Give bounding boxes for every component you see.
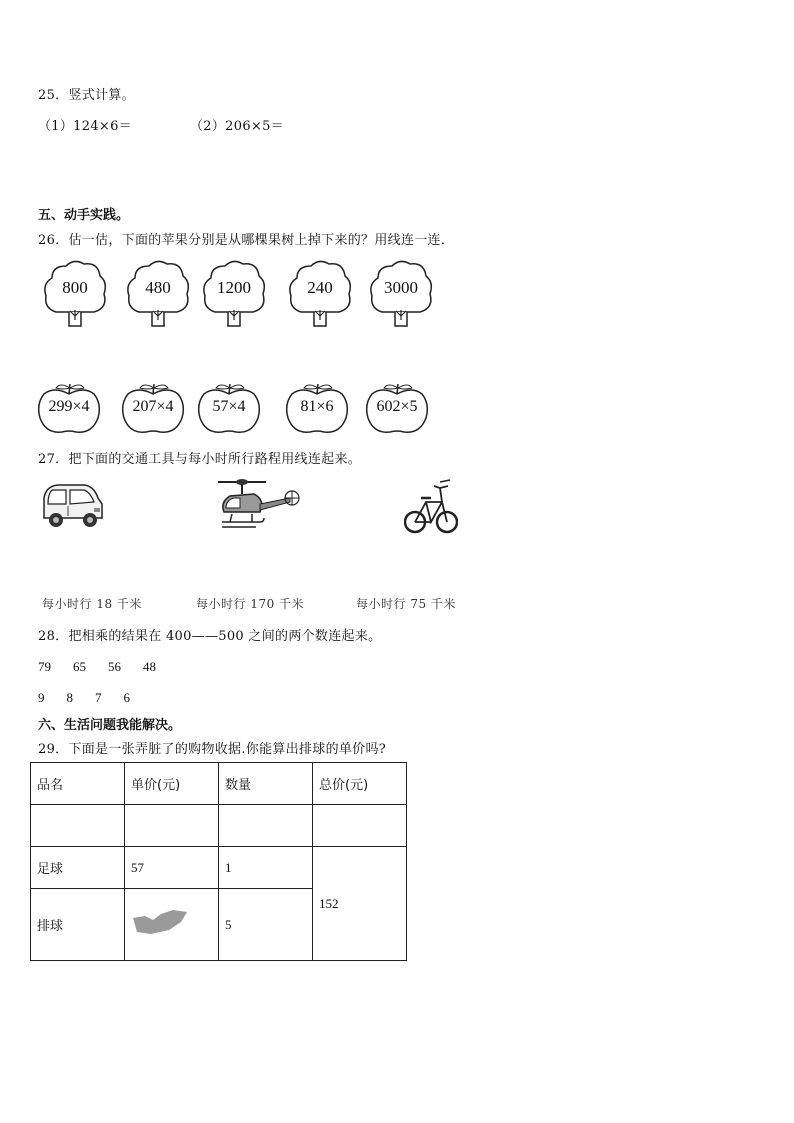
table-cell: [125, 805, 219, 847]
table-cell: [31, 805, 125, 847]
number-item: 65: [73, 659, 86, 674]
apple-card: [196, 380, 262, 436]
number-item: 6: [123, 690, 130, 705]
apple-expression: 57×4: [212, 398, 246, 415]
tree-card: [368, 260, 434, 330]
football-name: 足球: [31, 847, 125, 889]
total-value: 152: [313, 847, 407, 961]
table-row-football: [31, 847, 407, 889]
table-header-row: [31, 763, 407, 805]
apple-card: [36, 380, 102, 436]
q25-title: 25．竖式计算。: [38, 88, 135, 103]
football-qty: 1: [219, 847, 313, 889]
q29-title: 29．下面是一张弄脏了的购物收据.你能算出排球的单价吗?: [38, 742, 387, 757]
tree-number: 240: [307, 278, 333, 297]
q25-part1: （1）124×6＝: [38, 119, 132, 134]
football-price: 57: [125, 847, 219, 889]
number-item: 9: [38, 690, 45, 705]
header-total: 总价(元): [313, 763, 407, 805]
volleyball-price-smudge: [125, 889, 219, 961]
tree-number: 1200: [217, 278, 251, 297]
volleyball-name: 排球: [31, 889, 125, 961]
q26-title: 26．估一估，下面的苹果分别是从哪棵果树上掉下来的？用线连一连．: [38, 233, 455, 248]
tree-card: [42, 260, 108, 330]
number-item: 48: [143, 659, 156, 674]
car-icon: [38, 480, 106, 532]
speed-label: 每小时行 75 千米: [356, 597, 456, 611]
q25-part2: （2）206×5＝: [190, 119, 284, 134]
number-item: 79: [38, 659, 51, 674]
speed-label: 每小时行 18 千米: [42, 597, 142, 611]
speed-label: 每小时行 170 千米: [196, 597, 305, 611]
apple-card: [284, 380, 350, 436]
number-item: 8: [66, 690, 73, 705]
q28-row-2: [38, 687, 152, 706]
tree-number: 3000: [384, 278, 418, 297]
apple-expression: 299×4: [48, 398, 90, 415]
number-item: 56: [108, 659, 121, 674]
apple-expression: 602×5: [376, 398, 418, 415]
receipt-table: [30, 762, 407, 961]
table-cell: [219, 805, 313, 847]
apple-card: [364, 380, 430, 436]
ink-smudge-icon: [131, 908, 191, 938]
volleyball-qty: 5: [219, 889, 313, 961]
q27-title: 27．把下面的交通工具与每小时所行路程用线连起来。: [38, 452, 362, 467]
header-item-name: 品名: [31, 763, 125, 805]
section-6-heading: 六、生活问题我能解决。: [38, 718, 182, 733]
apple-expression: 207×4: [132, 398, 174, 415]
header-quantity: 数量: [219, 763, 313, 805]
section-5-heading: 五、动手实践。: [38, 208, 130, 223]
table-cell: [313, 805, 407, 847]
tree-card: [287, 260, 353, 330]
header-unit-price: 单价(元): [125, 763, 219, 805]
tree-card: [201, 260, 267, 330]
table-row-empty: [31, 805, 407, 847]
apple-card: [120, 380, 186, 436]
number-item: 7: [95, 690, 102, 705]
q28-title: 28．把相乘的结果在 400——500 之间的两个数连起来。: [38, 629, 382, 644]
tree-card: [125, 260, 191, 330]
q28-row-1: [38, 656, 178, 675]
apple-expression: 81×6: [300, 398, 334, 415]
tree-number: 800: [62, 278, 88, 297]
bicycle-icon: [404, 476, 458, 538]
tree-number: 480: [145, 278, 171, 297]
helicopter-icon: [216, 476, 302, 536]
